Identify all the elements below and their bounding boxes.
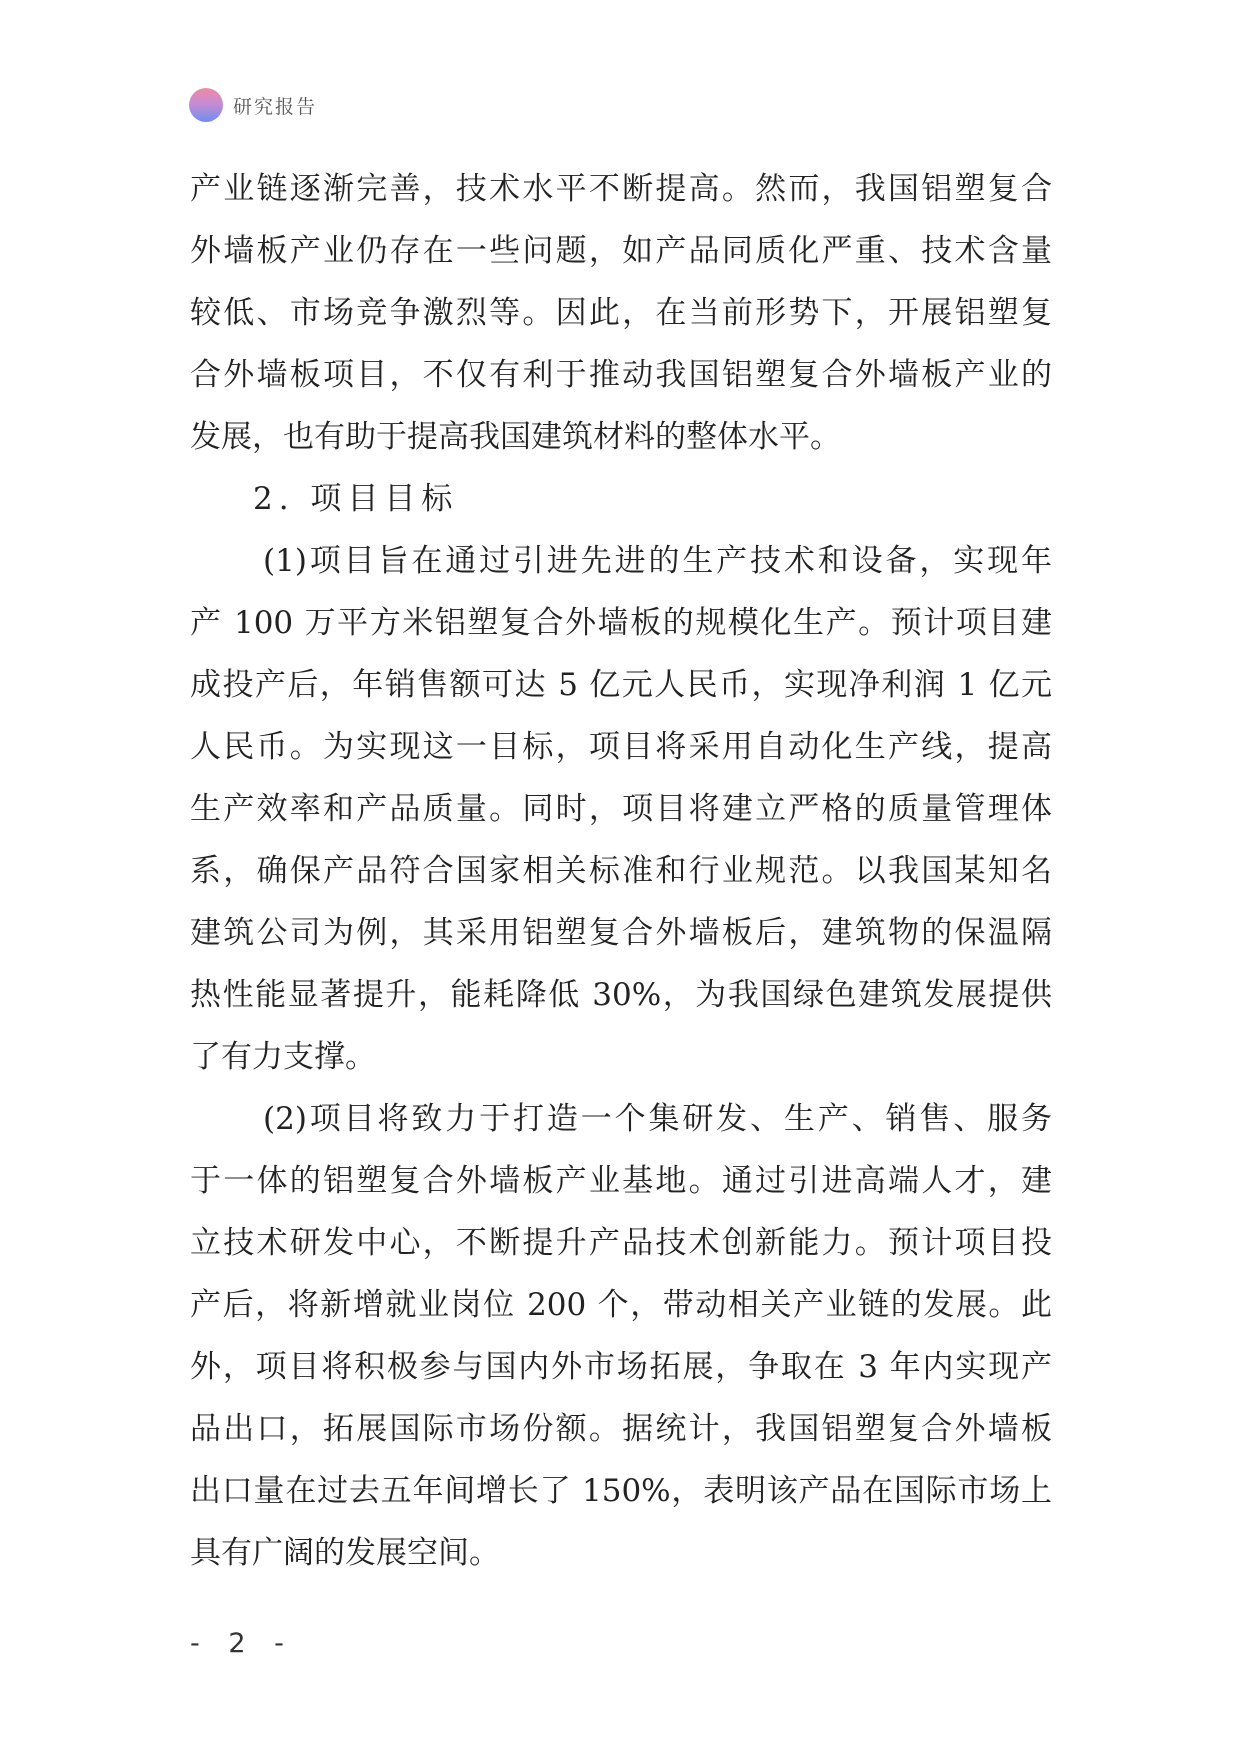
text-line: 热性能显著提升，能耗降低 30%，为我国绿色建筑发展提供 bbox=[190, 977, 1052, 1013]
text-line: (2)项目将致力于打造一个集研发、生产、销售、服务 bbox=[263, 1101, 1052, 1137]
text-line: 了有力支撑。 bbox=[190, 1039, 376, 1075]
paragraph-goal-1 bbox=[190, 530, 1052, 1088]
text-line: 品出口，拓展国际市场份额。据统计，我国铝塑复合外墙板 bbox=[190, 1411, 1052, 1447]
document-body bbox=[190, 158, 1052, 1584]
text-line: 立技术研发中心，不断提升产品技术创新能力。预计项目投 bbox=[190, 1225, 1052, 1261]
text-line: 外墙板产业仍存在一些问题，如产品同质化严重、技术含量 bbox=[190, 233, 1052, 269]
text-line: 系，确保产品符合国家相关标准和行业规范。以我国某知名 bbox=[190, 853, 1052, 889]
text-line: 生产效率和产品质量。同时，项目将建立严格的质量管理体 bbox=[190, 791, 1052, 827]
paragraph-industry-status bbox=[190, 158, 1052, 468]
text-line: 产业链逐渐完善，技术水平不断提高。然而，我国铝塑复合 bbox=[190, 171, 1052, 207]
text-line: 于一体的铝塑复合外墙板产业基地。通过引进高端人才，建 bbox=[190, 1163, 1052, 1199]
page-number: - 2 - bbox=[190, 1628, 294, 1659]
report-header bbox=[189, 88, 317, 122]
text-line: 产 100 万平方米铝塑复合外墙板的规模化生产。预计项目建 bbox=[190, 605, 1052, 641]
text-line: 成投产后，年销售额可达 5 亿元人民币，实现净利润 1 亿元 bbox=[190, 667, 1052, 703]
text-line: 外，项目将积极参与国内外市场拓展，争取在 3 年内实现产 bbox=[190, 1349, 1052, 1385]
logo-icon bbox=[189, 88, 223, 122]
section-heading: 2. 项目目标 bbox=[253, 481, 459, 517]
text-line: 具有广阔的发展空间。 bbox=[190, 1535, 500, 1571]
text-line: 出口量在过去五年间增长了 150%，表明该产品在国际市场上 bbox=[190, 1473, 1052, 1509]
paragraph-goal-2 bbox=[190, 1088, 1052, 1584]
text-line: 建筑公司为例，其采用铝塑复合外墙板后，建筑物的保温隔 bbox=[190, 915, 1052, 951]
header-title: 研究报告 bbox=[233, 95, 318, 118]
text-line: 较低、市场竞争激烈等。因此，在当前形势下，开展铝塑复 bbox=[190, 295, 1052, 331]
text-line: 产后，将新增就业岗位 200 个，带动相关产业链的发展。此 bbox=[190, 1287, 1052, 1323]
text-line: (1)项目旨在通过引进先进的生产技术和设备，实现年 bbox=[263, 543, 1052, 579]
text-line: 人民币。为实现这一目标，项目将采用自动化生产线，提高 bbox=[190, 729, 1052, 765]
text-line: 发展，也有助于提高我国建筑材料的整体水平。 bbox=[190, 419, 841, 455]
text-line: 合外墙板项目，不仅有利于推动我国铝塑复合外墙板产业的 bbox=[190, 357, 1052, 393]
